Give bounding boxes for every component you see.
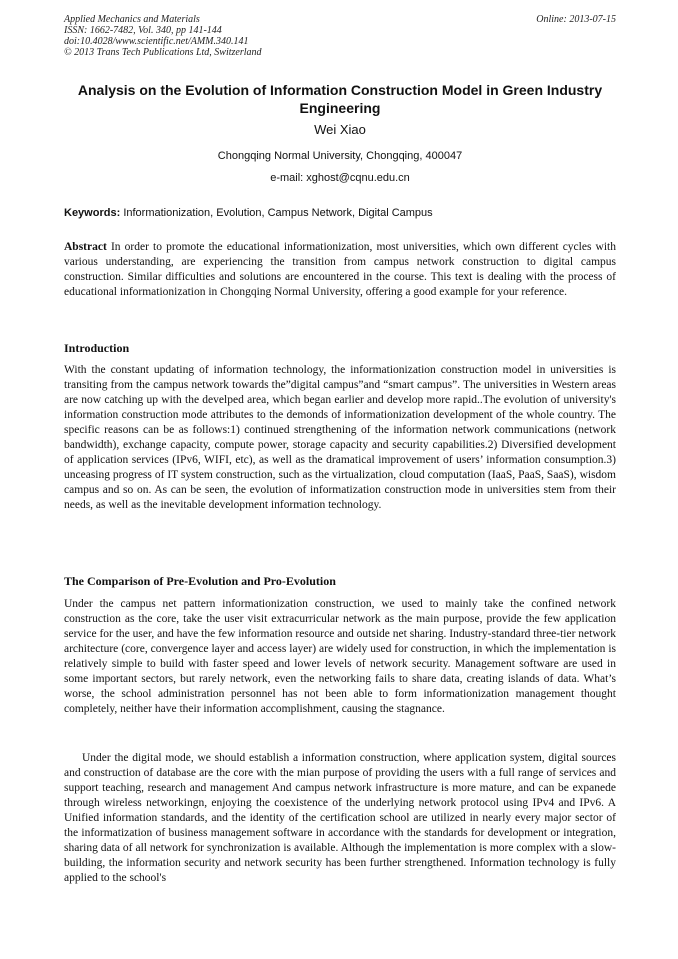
paper-title: Analysis on the Evolution of Information Construction Model in Green Industry Engineering	[77, 82, 603, 116]
abstract-text: In order to promote the educational informationization, most universities, which own different cycles with various understanding, are experiencing the transition from campus network construction to digital campus construction. Similar difficulties and solutions are encountered in the course. This text is dealing with the process of educational informationization in Chongqing Normal University, offering a good example for your reference.	[64, 241, 617, 298]
author-affiliation: Chongqing Normal University, Chongqing, 400047	[217, 150, 463, 162]
doi-line: doi:10.4028/www.scientific.net/AMM.340.141	[64, 36, 249, 47]
journal-name: Applied Mechanics and Materials	[64, 14, 200, 25]
comparison-heading: The Comparison of Pre-Evolution and Pro-Evolution	[64, 574, 336, 588]
author-name: Wei Xiao	[314, 122, 366, 137]
introduction-heading: Introduction	[64, 341, 130, 355]
comparison-paragraph-2: Under the digital mode, we should establish a information construction, where application system, digital sources and construction of database are the core with the mian purpose of providing the users with a full range of services and support teaching, research and management And campus network infrastructure is more mature, and can be expanede through wireless networkingn, enjoying the coexistence of the underlying network protocol using IPv4 and IPv6. A Unified information standards, and the identity of the certification school are utilized in nearly every major sector of the informatization of business management software in accordance with the standards for development or integration, sharing data of all network for synchronization is available. Although the implementation is more complex with a slow-building, the information security and network security has been further strengthened. Information technology is fully applied to the school's	[64, 752, 616, 884]
abstract-label: Abstract	[64, 241, 107, 253]
online-date: Online: 2013-07-15	[536, 14, 616, 25]
keywords-text: Informationization, Evolution, Campus Network, Digital Campus	[123, 207, 433, 219]
comparison-paragraph-1: Under the campus net pattern informationization construction, we used to mainly take the confined network construction as the core, take the user visit extracurricular network as the main purpose, provide the few application service for the user, and have the few information resource and outside net sharing. Industry-standard three-tier network architecture (core, convergence layer and access layer) are widely used for construction, in which the implementation is relatively simple to build with faster speed and lower levels of network security. Management software are used in some important sectors, but rarely network, even the networking fails to share data, creating islands of data. What’s worse, the school administration personnel has not been able to form informationization management thought completely, neither have their information accomplishment, causing the stagnance.	[64, 598, 616, 715]
issn-line: ISSN: 1662-7482, Vol. 340, pp 141-144	[64, 25, 222, 36]
abstract-paragraph	[64, 240, 616, 300]
introduction-paragraph: With the constant updating of information technology, the informationization construction model in universities is transiting from the campus network towards the”digital campus”and “smart campus”. The universities in Western areas are now catching up with the develped area, which began earlier and develop more rapid..The evolution of university's information construction mode attributes to the demonds of informationization development of the whole country. The specific reasons can be as follows:1) continued strengthening of the information network communications (network bandwidth), exchange capacity, compute power, storage capacity and security capabilities.2) Diversified development of application services (IPv6, WIFI, etc), as well as the dramatical improvement of users’ information consumption.3) unceasing progress of IT system construction, such as the virtualization, cloud computation (IaaS, PaaS, SaaS), wisdom campus and so on. As can be seen, the evolution of informatization construction mode in universities stem from their needs, as well as the inevitable development information technology.	[64, 364, 616, 511]
publication-header	[64, 14, 616, 58]
copyright-line: © 2013 Trans Tech Publications Ltd, Switzerland	[64, 47, 262, 58]
author-email: e-mail: xghost@cqnu.edu.cn	[270, 172, 410, 184]
keywords-label: Keywords:	[64, 207, 121, 219]
keywords-line	[64, 206, 616, 220]
